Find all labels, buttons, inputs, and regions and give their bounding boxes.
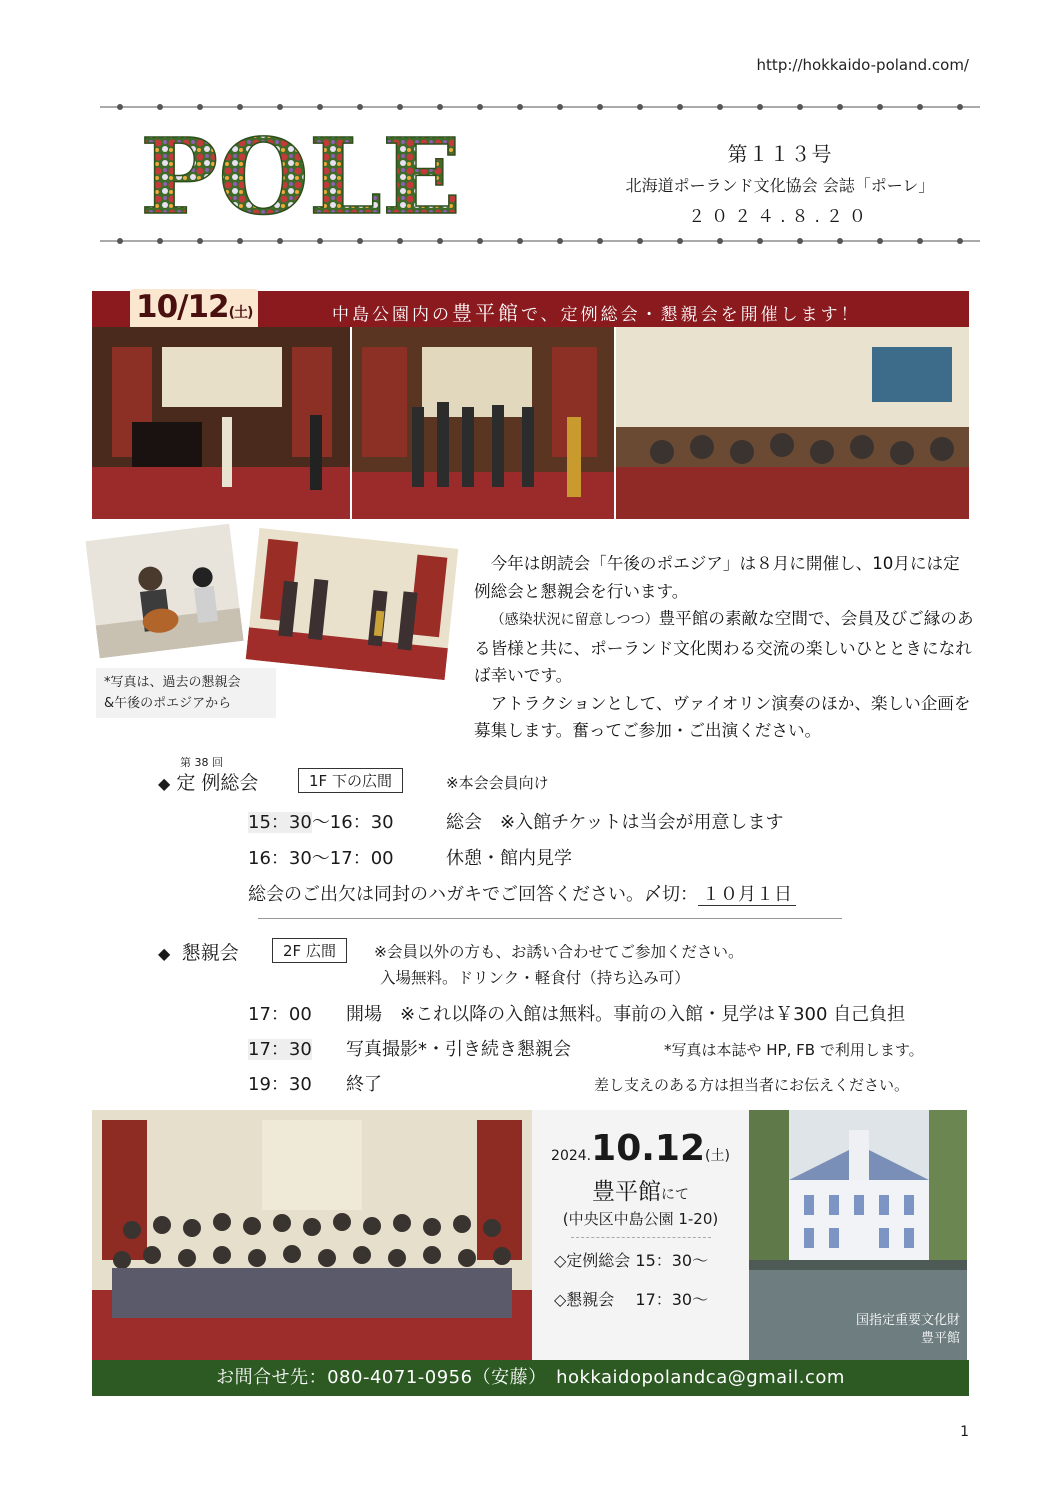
party-row-3-time: 19：30 <box>248 1074 312 1095</box>
svg-text:POLE: POLE <box>140 125 462 225</box>
party-row-3-aside: 差し支えのある方は担当者にお伝えください。 <box>594 1076 910 1094</box>
party-note-1: ※会員以外の方も、お誘い合わせてご参加ください。 <box>374 943 744 961</box>
issue-date: ２０２４.８.２０ <box>688 207 872 227</box>
party-row-1-time: 17：00 <box>248 1004 312 1025</box>
summary-date <box>532 1128 749 1169</box>
rsvp-text: 総会のご出欠は同封のハガキでご回答ください。〆切： <box>248 884 698 905</box>
general-meeting-heading <box>158 768 258 795</box>
intro-paragraph-2 <box>474 605 974 690</box>
time-highlight: 15：30 <box>248 812 312 833</box>
banner-headline <box>332 297 861 326</box>
intro-paragraph-2-body: 豊平館の素敵な空間で、会員及びご縁のある皆様と共に、ポーランド文化関わる交流の楽しいひとときになれば幸いです。 <box>474 609 974 685</box>
party-title: 懇親会 <box>181 942 239 964</box>
photo-caption-line2: &午後のポエジアから <box>104 696 232 711</box>
top-ornament-border <box>100 100 980 114</box>
intro-paragraph-3: アトラクションとして、ヴァイオリン演奏のほか、楽しい企画を募集します。奮ってご参加・ご出演ください。 <box>474 693 971 740</box>
schedule-row-2-desc: 休憩・館内見学 <box>446 848 572 869</box>
party-row-2-aside: *写真は本誌や HP, FB で利用します。 <box>664 1041 924 1059</box>
banner-date <box>130 289 258 331</box>
intro-note: （感染状況に留意しつつ） <box>490 612 659 628</box>
rsvp-deadline: １０月１日 <box>698 884 796 906</box>
meeting-location-box: 1F 下の広間 <box>298 768 403 793</box>
summary-divider <box>571 1237 711 1238</box>
intro-paragraph-1: 今年は朗読会「午後のポエジア」は８月に開催し、10月には定例総会と懇親会を行います。 <box>474 554 960 601</box>
party-location-box: 2F 広間 <box>272 938 347 963</box>
section-divider <box>258 918 842 919</box>
schedule-row-2: 16：30～17：00 <box>248 848 394 869</box>
banner-date-day: (土) <box>228 305 253 321</box>
party-note-2: 入場無料。ドリンク・軽食付（持ち込み可） <box>380 969 690 987</box>
bottom-ornament-border <box>100 234 980 248</box>
schedule-row-1 <box>248 808 394 834</box>
event-banner <box>92 291 969 327</box>
time-rest: ～16：30 <box>311 812 394 833</box>
summary-venue <box>532 1173 749 1206</box>
contact-bar: お問合せ先：080-4071-0956（安藤） hokkaidopolandca@gmail.com <box>92 1360 969 1396</box>
party-heading <box>158 938 239 965</box>
guitar-performance-photo <box>85 524 243 659</box>
pole-floral-logo <box>140 125 485 225</box>
summary-party-time: ◇懇親会 17：30～ <box>554 1290 709 1309</box>
headline-venue: 豊平館 <box>452 301 521 325</box>
general-meeting-note: ※本会会員向け <box>446 774 549 792</box>
general-meeting-title: 定 例総会 <box>176 772 259 794</box>
issue-info <box>600 138 960 227</box>
party-row-2-time <box>248 1035 312 1061</box>
party-row-2-desc: 写真撮影*・引き続き懇親会 <box>346 1039 571 1060</box>
intro-text <box>474 550 974 745</box>
party-row-1-desc: 開場 ※これ以降の入館は無料。事前の入館・見学は￥300 自己負担 <box>346 1004 906 1025</box>
issue-number: 第１１３号 <box>727 142 833 166</box>
summary-address: (中央区中島公園 1-20) <box>562 1210 719 1228</box>
schedule-row-1-desc: 総会 ※入館チケットは当会が用意します <box>446 812 784 833</box>
building-caption <box>820 1312 960 1348</box>
party-location <box>272 938 347 963</box>
building-caption-line2: 豊平館 <box>920 1331 960 1346</box>
summary-date-number: 10.12 <box>591 1128 706 1169</box>
summary-venue-suffix: にて <box>661 1187 689 1203</box>
organization-line: 北海道ポーランド文化協会 会誌「ポーレ」 <box>625 176 935 195</box>
summary-year: 2024. <box>551 1148 592 1164</box>
headline-post: で、定例総会・懇親会を開催します！ <box>521 305 861 325</box>
saxophone-performance-photo <box>246 528 459 680</box>
rsvp-line <box>248 880 796 906</box>
event-photos-strip <box>92 327 969 519</box>
party-time-highlight: 17：30 <box>248 1039 312 1060</box>
group-photo <box>92 1110 532 1360</box>
diamond-bullet-icon: ◆ <box>158 944 171 963</box>
general-meeting-location <box>298 768 403 793</box>
building-caption-line1: 国指定重要文化財 <box>855 1313 960 1328</box>
headline-pre: 中島公園内の <box>332 305 452 325</box>
meeting-ruby: 第 38 回 <box>180 756 223 769</box>
banner-date-number: 10/12 <box>136 289 229 325</box>
photo-caption <box>96 668 276 718</box>
photo-caption-line1: *写真は、過去の懇親会 <box>104 675 241 690</box>
summary-meeting-time: ◇定例総会 15：30～ <box>554 1251 709 1270</box>
summary-day: (土) <box>705 1148 730 1164</box>
party-row-3-desc: 終了 <box>346 1074 382 1095</box>
summary-venue-name: 豊平館 <box>592 1179 661 1205</box>
page-number: 1 <box>960 1424 969 1440</box>
diamond-bullet-icon: ◆ <box>158 774 171 793</box>
event-summary-box <box>532 1110 749 1360</box>
website-url: http://hokkaido-poland.com/ <box>756 56 969 74</box>
